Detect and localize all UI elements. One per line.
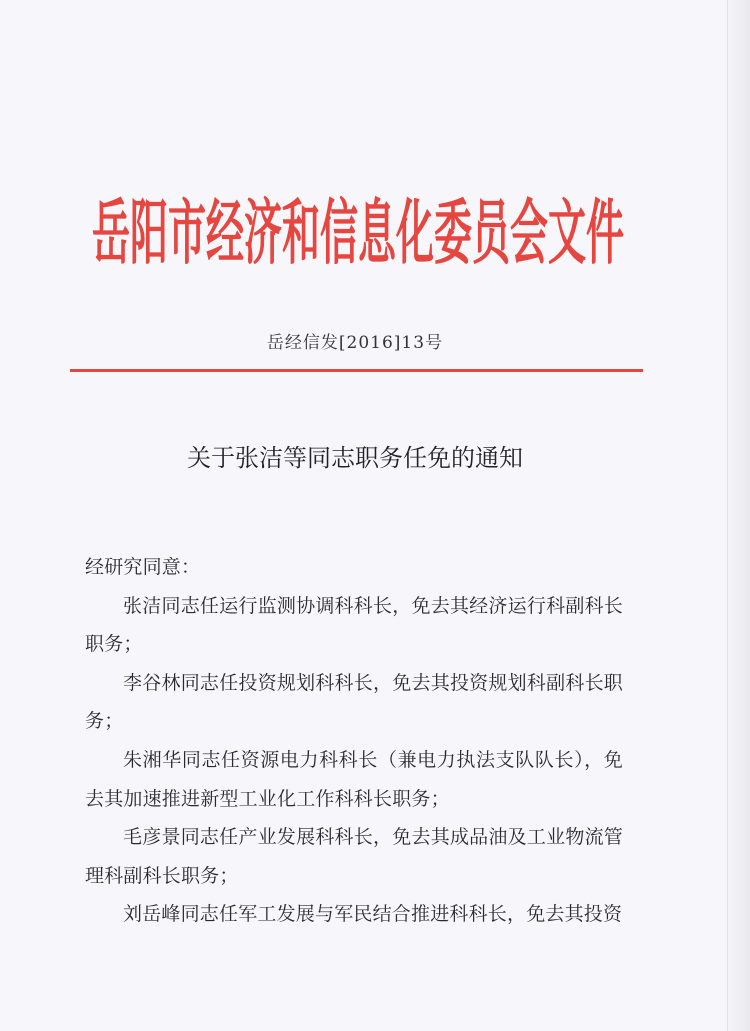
document-number: 岳经信发[2016]13号 bbox=[266, 333, 444, 353]
notice-body bbox=[85, 548, 623, 934]
red-divider bbox=[70, 369, 643, 372]
page-edge bbox=[727, 0, 750, 1031]
paragraph: 朱湘华同志任资源电力科科长（兼电力执法支队队长），免去其加速推进新型工业化工作科科长职务； bbox=[85, 748, 623, 810]
paragraph: 张洁同志任运行监测协调科科长，免去其经济运行科副科长职务； bbox=[85, 594, 623, 656]
notice-title: 关于张洁等同志职务任免的通知 bbox=[187, 444, 523, 472]
paragraph: 刘岳峰同志任军工发展与军民结合推进科科长，免去其投资 bbox=[123, 903, 623, 926]
opening-line: 经研究同意： bbox=[85, 556, 201, 578]
paragraph: 李谷林同志任投资规划科科长，免去其投资规划科副科长职务； bbox=[85, 671, 623, 733]
paragraph: 毛彦景同志任产业发展科科长，免去其成品油及工业物流管理科副科长职务； bbox=[85, 826, 623, 887]
issuer-title: 岳阳市经济和信息化委员会文件 bbox=[92, 192, 625, 274]
